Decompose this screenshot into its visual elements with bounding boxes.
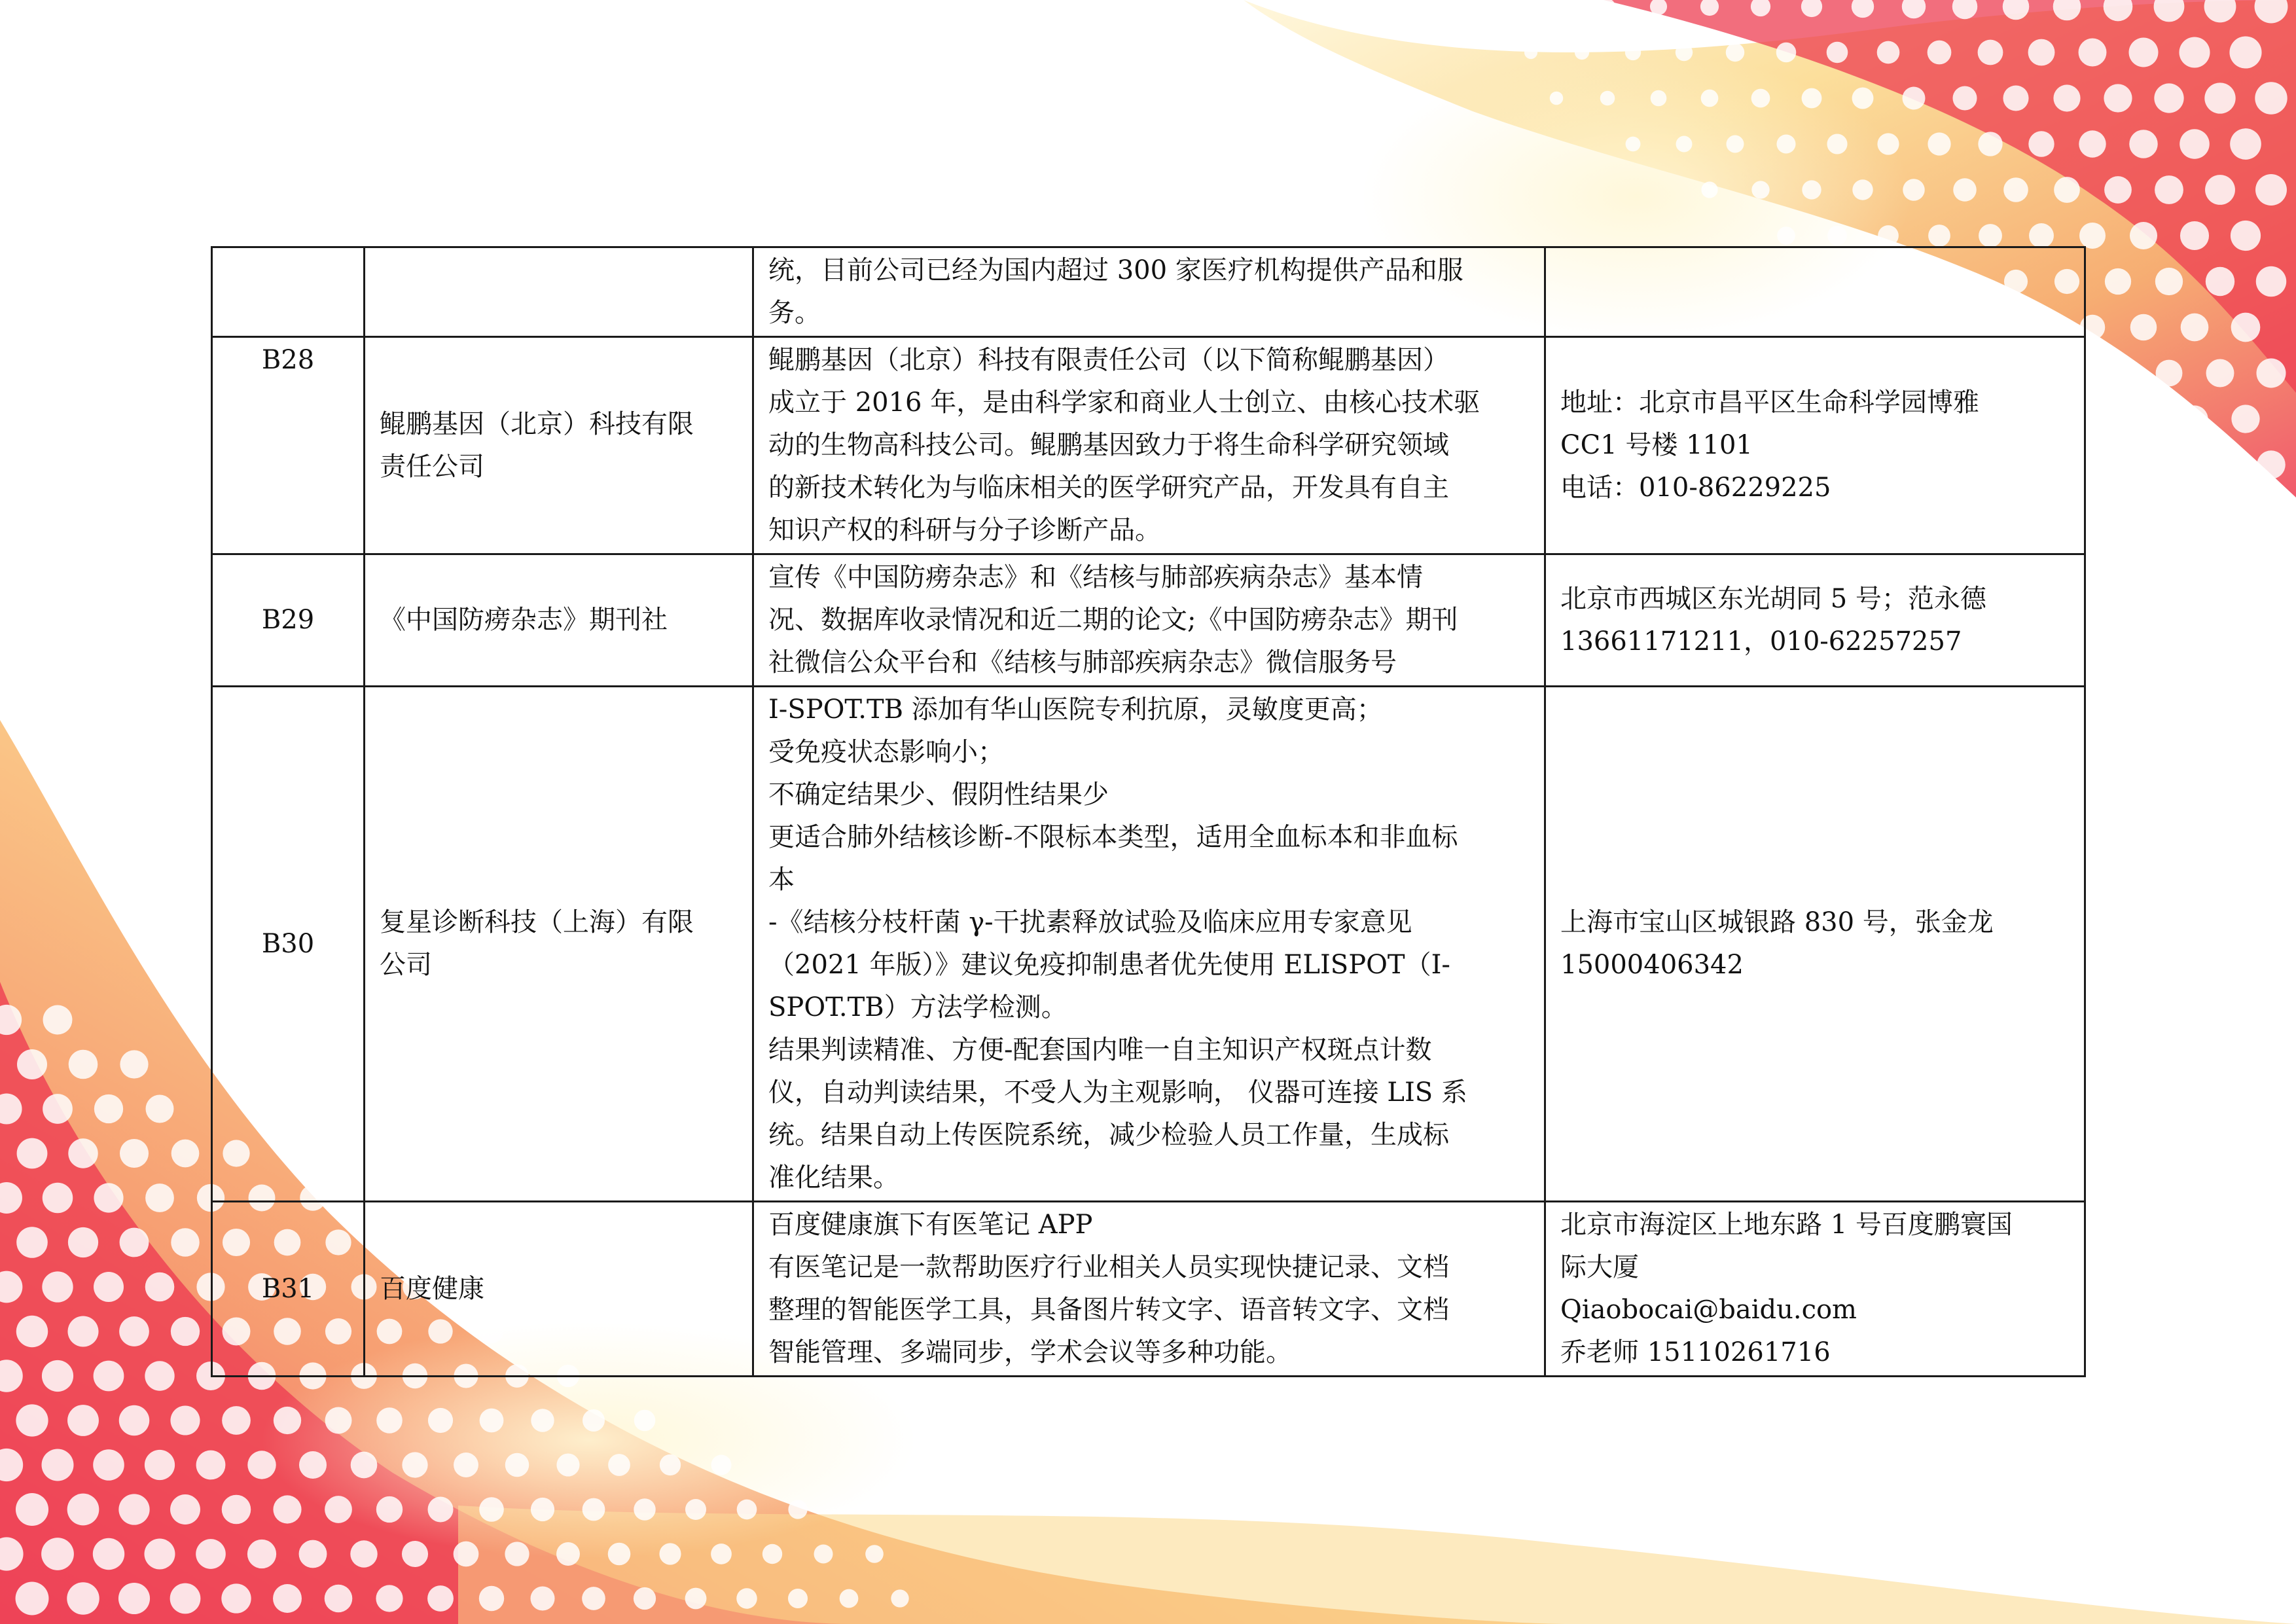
polka-dot [1726, 43, 1744, 62]
polka-dot [67, 1582, 99, 1615]
polka-dot [1852, 88, 1874, 109]
description-line: （2021 年版）》建议免疫抑制患者优先使用 ELISPOT（I- [768, 950, 1450, 980]
description-line: 仪，自动判读结果，不受人为主观影响， 仪器可连接 LIS 系 [768, 1077, 1467, 1108]
contact-line: 13661171211，010-62257257 [1560, 626, 1962, 657]
polka-dot [2130, 314, 2157, 341]
polka-dot [120, 1050, 148, 1078]
polka-dot [2179, 129, 2210, 159]
polka-dot [1952, 86, 1977, 110]
booth-id-cell [212, 1202, 365, 1377]
company-name-line: 复星诊断科技（上海）有限 [380, 907, 694, 937]
polka-dot [530, 1586, 554, 1610]
polka-dot [2130, 222, 2157, 249]
polka-dot [1550, 92, 1563, 105]
polka-dot [1499, 0, 1512, 13]
polka-dot [94, 1094, 123, 1123]
polka-dot [2054, 177, 2080, 203]
polka-dot [2129, 38, 2159, 67]
polka-dot [17, 1138, 48, 1169]
polka-dot [1600, 0, 1615, 14]
polka-dot [2156, 452, 2181, 477]
polka-dot [891, 1589, 908, 1607]
polka-dot [634, 1410, 656, 1432]
polka-dot [1651, 90, 1667, 107]
polka-dot [2028, 39, 2055, 66]
polka-dot [16, 1582, 49, 1615]
polka-dot [325, 1585, 353, 1613]
polka-dot [711, 1543, 732, 1564]
polka-dot [608, 1454, 630, 1476]
table-row [212, 247, 2085, 337]
polka-dot [454, 1542, 479, 1567]
polka-dot [351, 1452, 378, 1479]
contact-line: 地址：北京市昌平区生命科学园博雅 [1560, 388, 1979, 418]
polka-dot [634, 1587, 656, 1610]
polka-dot [1978, 40, 2003, 65]
description-line: 结果判读精准、方便-配套国内唯一自主知识产权斑点计数 [768, 1035, 1432, 1065]
polka-dot [2204, 82, 2235, 113]
polka-dot [2029, 223, 2054, 248]
polka-dot [1776, 43, 1797, 63]
polka-dot [1903, 87, 1926, 110]
polka-dot [583, 1409, 605, 1432]
polka-dot [2106, 361, 2131, 386]
polka-dot [1776, 134, 1795, 153]
polka-dot [16, 1404, 48, 1436]
polka-dot [273, 1495, 301, 1523]
polka-dot [762, 1544, 782, 1564]
description-line: 有医笔记是一款帮助医疗行业相关人员实现快捷记录、文档 [768, 1252, 1449, 1282]
polka-dot [1877, 41, 1900, 64]
polka-dot [325, 1496, 352, 1523]
company-name-cell [365, 337, 753, 554]
polka-dot [42, 1449, 74, 1481]
polka-dot [94, 1272, 124, 1302]
polka-dot [1676, 136, 1693, 153]
contact-line: 北京市西城区东光胡同 5 号；范永德 [1560, 583, 1986, 614]
polka-dot [43, 1005, 73, 1035]
polka-dot [814, 1545, 833, 1564]
polka-dot [2104, 176, 2132, 204]
polka-dot [1953, 178, 1977, 202]
polka-dot [2230, 128, 2261, 160]
description-line: 更适合肺外结核诊断-不限标本类型，适用全血标本和非血标 [768, 822, 1458, 852]
polka-dot [41, 1538, 74, 1570]
description-line: 知识产权的科研与分子诊断产品。 [768, 515, 1161, 545]
polka-dot [273, 1584, 302, 1613]
company-name-cell [365, 554, 753, 687]
polka-dot [1676, 44, 1693, 61]
description-line: 宣传《中国防痨杂志》和《结核与肺部疾病杂志》基本情 [768, 562, 1423, 592]
polka-dot [1852, 179, 1873, 200]
polka-dot [840, 1589, 859, 1608]
polka-dot [42, 1271, 73, 1302]
polka-dot [2079, 130, 2106, 157]
polka-dot [274, 1407, 301, 1434]
polka-dot [2156, 360, 2183, 387]
polka-dot [1777, 226, 1795, 245]
booth-id-cell [212, 247, 365, 337]
polka-dot [479, 1586, 504, 1611]
polka-dot [1625, 45, 1641, 60]
polka-dot [556, 1542, 580, 1566]
polka-dot [634, 1498, 655, 1520]
polka-dot [170, 1494, 200, 1525]
description-cell [753, 687, 1545, 1202]
polka-dot [2206, 359, 2234, 388]
polka-dot [376, 1496, 403, 1523]
polka-dot [247, 1451, 276, 1479]
polka-dot [1600, 91, 1615, 106]
polka-dot [1928, 41, 1952, 65]
polka-dot [428, 1408, 453, 1433]
polka-dot [2129, 130, 2158, 158]
polka-dot [1878, 225, 1899, 246]
polka-dot [1979, 224, 2002, 247]
polka-dot [1827, 226, 1847, 245]
description-line: 务。 [768, 298, 821, 328]
polka-dot [2257, 450, 2286, 479]
company-name-line: 百度健康 [380, 1273, 484, 1304]
description-line: 统，目前公司已经为国内超过 300 家医疗机构提供产品和服 [768, 255, 1463, 285]
polka-dot [67, 1405, 99, 1436]
polka-dot [2231, 313, 2261, 342]
polka-dot [685, 1588, 707, 1610]
polka-dot [94, 1361, 124, 1392]
description-line: 不确定结果少、假阴性结果少 [768, 780, 1109, 810]
polka-dot [531, 1498, 554, 1521]
polka-dot [43, 1094, 73, 1124]
polka-dot [17, 1049, 47, 1079]
polka-dot [222, 1406, 251, 1435]
polka-dot [1877, 133, 1899, 154]
polka-dot [145, 1183, 174, 1212]
company-name-cell [365, 687, 753, 1202]
polka-dot [1524, 46, 1537, 59]
description-line: 况、数据库收录情况和近二期的论文;《中国防痨杂志》期刊 [768, 605, 1458, 635]
polka-dot [1751, 89, 1770, 108]
polka-dot [120, 1228, 149, 1257]
polka-dot [221, 1583, 251, 1613]
contact-cell [1545, 554, 2085, 687]
polka-dot [1802, 88, 1822, 109]
polka-dot [145, 1272, 175, 1302]
polka-dot [118, 1583, 150, 1614]
polka-dot [119, 1405, 149, 1435]
description-line: 整理的智能医学工具，具备图片转文字、语音转文字、文档 [768, 1295, 1449, 1325]
polka-dot [2256, 266, 2286, 297]
booth-id: B29 [261, 605, 315, 635]
polka-dot [68, 1138, 98, 1168]
polka-dot [556, 1453, 579, 1476]
polka-dot [2257, 359, 2286, 388]
polka-dot [1802, 180, 1821, 199]
polka-dot [659, 1543, 681, 1564]
description-cell [753, 554, 1545, 687]
polka-dot [222, 1495, 251, 1525]
polka-dot [145, 1450, 175, 1480]
polka-dot [2180, 221, 2209, 250]
polka-dot [1549, 0, 1564, 14]
contact-line: CC1 号楼 1101 [1560, 430, 1753, 460]
polka-dot [1727, 135, 1744, 153]
polka-dot [1903, 179, 1924, 200]
polka-dot [376, 1585, 403, 1612]
polka-dot [247, 1540, 276, 1568]
polka-dot [43, 1183, 73, 1214]
polka-dot [608, 1543, 631, 1566]
polka-dot [350, 1540, 377, 1567]
description-line: 准化结果。 [768, 1163, 899, 1193]
polka-dot [2154, 83, 2183, 113]
polka-dot [170, 1583, 201, 1614]
polka-dot [68, 1227, 98, 1257]
polka-dot [2104, 84, 2132, 112]
booth-id: B31 [261, 1273, 315, 1304]
polka-dot [196, 1539, 226, 1569]
booth-id-cell [212, 687, 365, 1202]
contact-line: Qiaobocai@baidu.com [1560, 1295, 1857, 1325]
polka-dot [1928, 225, 1950, 247]
description-line: 本 [768, 865, 795, 895]
polka-dot [2155, 268, 2183, 295]
polka-dot [2231, 405, 2259, 433]
polka-dot [2003, 177, 2028, 202]
contact-cell [1545, 687, 2085, 1202]
contact-line: 电话：010-86229225 [1560, 473, 1831, 503]
description-line: 动的生物高科技公司。鲲鹏基因致力于将生命科学研究领域 [768, 430, 1449, 460]
polka-dot [865, 1545, 884, 1563]
table-row [212, 687, 2085, 1202]
polka-dot [93, 1449, 124, 1481]
polka-dot [505, 1542, 529, 1566]
polka-dot [428, 1497, 454, 1523]
company-name-cell [365, 1202, 753, 1377]
description-line: 鲲鹏基因（北京）科技有限责任公司（以下简称鲲鹏基因） [768, 345, 1449, 375]
contact-cell [1545, 247, 2085, 337]
description-line: 成立于 2016 年，是由科学家和商业人士创立、由核心技术驱 [768, 388, 1480, 418]
polka-dot [16, 1493, 48, 1526]
polka-dot [2255, 174, 2287, 206]
polka-dot [788, 1500, 807, 1519]
polka-dot [171, 1317, 200, 1346]
polka-dot [402, 1452, 427, 1477]
polka-dot [2205, 175, 2235, 205]
description-cell [753, 337, 1545, 554]
polka-dot [479, 1497, 504, 1522]
polka-dot [2181, 314, 2209, 342]
booth-id-cell [212, 554, 365, 687]
description-line: 的新技术转化为与临床相关的医学研究产品，开发具有自主 [768, 473, 1449, 503]
polka-dot [325, 1407, 352, 1434]
polka-dot [2105, 268, 2131, 295]
polka-dot [67, 1494, 99, 1526]
polka-dot [583, 1498, 605, 1521]
contact-line: 乔老师 15110261716 [1560, 1337, 1831, 1367]
booth-id-cell [212, 337, 365, 554]
polka-dot [1701, 90, 1719, 107]
contact-line: 北京市海淀区上地东路 1 号百度鹏寰国 [1560, 1210, 2013, 1240]
polka-dot [2079, 39, 2107, 67]
contact-cell [1545, 337, 2085, 554]
description-cell [753, 1202, 1545, 1377]
polka-dot [171, 1140, 200, 1168]
description-line: 受免疫状态影响小； [768, 737, 1004, 767]
polka-dot [145, 1361, 174, 1390]
polka-dot [2179, 37, 2210, 67]
polka-dot [737, 1500, 757, 1520]
polka-dot [531, 1409, 554, 1432]
description-line: SPOT.TB）方法学检测。 [768, 992, 1067, 1022]
contact-line: 上海市宝山区城银路 830 号，张金龙 [1560, 907, 1994, 937]
description-cell [753, 247, 1545, 337]
description-line: I-SPOT.TB 添加有华山医院专利抗原，灵敏度更高； [768, 695, 1383, 725]
polka-dot [1978, 132, 2002, 156]
polka-dot [2028, 131, 2054, 156]
polka-dot [146, 1095, 174, 1123]
table-row [212, 337, 2085, 554]
polka-dot [16, 1316, 48, 1347]
polka-dot [1575, 45, 1589, 60]
description-line: 统。结果自动上传医院系统，减少检验人员工作量，生成标 [768, 1120, 1449, 1150]
polka-dot [2232, 497, 2259, 524]
exhibitor-table [211, 246, 2086, 1377]
polka-dot [736, 1588, 757, 1608]
polka-dot [42, 1360, 73, 1392]
polka-dot [2255, 82, 2287, 114]
polka-dot [685, 1499, 706, 1520]
company-name-cell [365, 247, 753, 337]
polka-dot [120, 1139, 149, 1168]
polka-dot [1827, 134, 1847, 154]
polka-dot [2206, 451, 2233, 478]
company-name-line: 《中国防痨杂志》期刊社 [380, 605, 668, 635]
polka-dot [711, 1455, 732, 1475]
polka-dot [2206, 267, 2234, 296]
polka-dot [402, 1541, 428, 1567]
description-line: -《结核分枝杆菌 γ-干扰素释放试验及临床应用专家意见 [768, 907, 1412, 937]
polka-dot [2231, 221, 2261, 251]
polka-dot [2229, 36, 2261, 68]
polka-dot [2003, 85, 2028, 111]
description-line: 百度健康旗下有医笔记 APP [768, 1210, 1093, 1240]
polka-dot [94, 1183, 123, 1212]
polka-dot [582, 1587, 605, 1610]
polka-dot [2181, 405, 2208, 432]
table-row [212, 554, 2085, 687]
company-name-line: 责任公司 [380, 451, 484, 482]
polka-dot [376, 1407, 403, 1434]
contact-line: 际大厦 [1560, 1252, 1639, 1282]
polka-dot [69, 1050, 98, 1079]
polka-dot [454, 1453, 478, 1477]
polka-dot [2155, 175, 2183, 204]
polka-dot [93, 1538, 124, 1570]
contact-cell [1545, 1202, 2085, 1377]
polka-dot [788, 1589, 808, 1608]
polka-dot [1827, 42, 1848, 63]
polka-dot [2053, 84, 2080, 111]
table-row [212, 1202, 2085, 1377]
company-name-line: 鲲鹏基因（北京）科技有限 [380, 408, 694, 439]
polka-dot [2130, 406, 2156, 431]
polka-dot [505, 1453, 529, 1477]
polka-dot [660, 1454, 681, 1475]
polka-dot [427, 1585, 454, 1612]
polka-dot [1626, 137, 1641, 152]
polka-dot [196, 1451, 226, 1480]
polka-dot [1928, 132, 1950, 155]
description-line: 智能管理、多端同步，学术会议等多种功能。 [768, 1337, 1292, 1367]
company-name-line: 公司 [380, 950, 432, 980]
polka-dot [118, 1494, 149, 1525]
polka-dot [480, 1409, 504, 1433]
polka-dot [119, 1316, 149, 1346]
polka-dot [299, 1540, 327, 1568]
description-line: 社微信公众平台和《结核与肺部疾病杂志》微信服务号 [768, 647, 1397, 677]
booth-id: B30 [261, 928, 315, 959]
polka-dot [170, 1405, 200, 1435]
polka-dot [2079, 223, 2106, 249]
contact-line: 15000406342 [1560, 950, 1744, 980]
polka-dot [1751, 181, 1769, 198]
polka-dot [1701, 181, 1717, 198]
polka-dot [171, 1228, 199, 1256]
polka-dot [144, 1538, 175, 1569]
polka-dot [16, 1227, 48, 1258]
booth-id: B28 [261, 345, 315, 375]
polka-dot [67, 1316, 98, 1346]
polka-dot [299, 1451, 327, 1479]
